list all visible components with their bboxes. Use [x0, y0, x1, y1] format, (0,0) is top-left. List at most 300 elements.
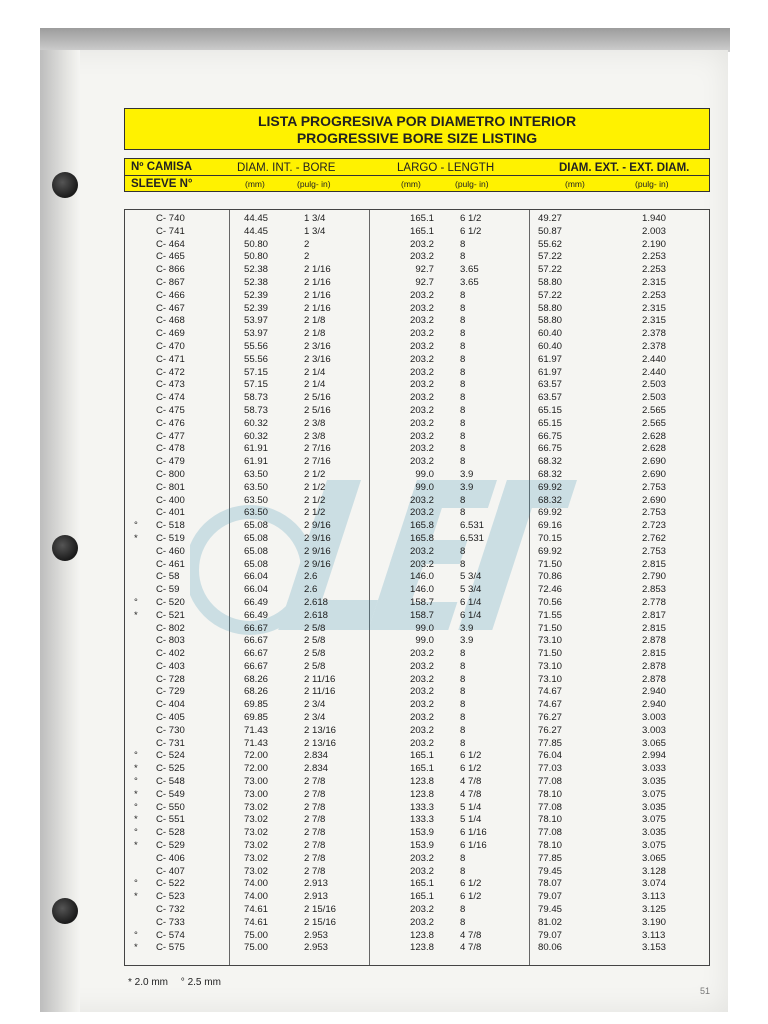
ext-diam-mm: 69.92 — [538, 481, 563, 493]
sleeve-number: C- 551 — [156, 814, 185, 826]
table-row — [124, 712, 710, 725]
table-row — [124, 495, 710, 508]
length-in: 4 7/8 — [460, 929, 482, 941]
bore-mm: 57.15 — [244, 366, 269, 378]
length-mm: 123.8 — [409, 776, 434, 788]
sleeve-number: C- 801 — [156, 481, 185, 493]
ext-diam-in: 2.190 — [642, 238, 667, 250]
ext-diam-in: 2.723 — [642, 520, 667, 532]
ext-diam-in: 2.378 — [642, 340, 667, 352]
length-in: 8 — [460, 712, 466, 724]
table-row — [124, 431, 710, 444]
length-mm: 165.1 — [409, 750, 434, 762]
ext-diam-mm: 49.27 — [538, 213, 563, 224]
length-mm: 203.2 — [409, 353, 434, 365]
table-row — [124, 213, 710, 226]
ext-diam-mm: 71.50 — [538, 558, 563, 570]
bore-mm: 58.73 — [244, 392, 269, 404]
ext-diam-in: 2.815 — [642, 622, 667, 634]
length-mm: 203.2 — [409, 404, 434, 416]
ext-diam-in: 2.940 — [642, 699, 667, 711]
ext-diam-mm: 68.32 — [538, 494, 563, 506]
bore-in: 2 7/8 — [304, 827, 326, 839]
ext-diam-in: 3.035 — [642, 827, 667, 839]
sleeve-number: C- 407 — [156, 865, 185, 877]
bore-in: 2 9/16 — [304, 520, 331, 532]
bore-mm: 66.67 — [244, 648, 269, 660]
sleeve-number: C- 518 — [156, 520, 185, 532]
ext-diam-in: 3.035 — [642, 801, 667, 813]
footnotes — [128, 977, 231, 988]
bore-in: 1 3/4 — [304, 225, 326, 237]
ext-diam-in: 3.065 — [642, 852, 667, 864]
length-in: 6 1/2 — [460, 891, 482, 903]
ext-diam-in: 2.753 — [642, 545, 667, 557]
length-in: 8 — [460, 737, 466, 749]
table-row — [124, 917, 710, 930]
sleeve-number: C- 867 — [156, 276, 185, 288]
sleeve-number: C- 548 — [156, 776, 185, 788]
bore-mm: 74.61 — [244, 916, 269, 928]
ext-diam-in: 2.253 — [642, 251, 667, 263]
ext-diam-in: 2.690 — [642, 494, 667, 506]
length-in: 5 1/4 — [460, 814, 482, 826]
bore-mm: 71.43 — [244, 737, 269, 749]
length-mm: 99.0 — [415, 468, 434, 480]
length-mm: 203.2 — [409, 456, 434, 468]
bore-mm: 65.08 — [244, 545, 269, 557]
bore-mm: 50.80 — [244, 251, 269, 263]
ext-diam-in: 2.253 — [642, 264, 667, 276]
bore-in: 2 5/8 — [304, 648, 326, 660]
sleeve-number: C- 731 — [156, 737, 185, 749]
table-row — [124, 674, 710, 687]
bore-in: 2 1/2 — [304, 481, 326, 493]
length-in: 8 — [460, 660, 466, 672]
ext-diam-in: 3.075 — [642, 840, 667, 852]
length-in: 3.9 — [460, 468, 474, 480]
ext-diam-in: 2.690 — [642, 468, 667, 480]
ext-diam-mm: 79.07 — [538, 891, 563, 903]
sleeve-number: C- 405 — [156, 712, 185, 724]
ext-diam-in: 3.003 — [642, 724, 667, 736]
ext-diam-in: 2.753 — [642, 481, 667, 493]
table-row — [124, 392, 710, 405]
table-row — [124, 520, 710, 533]
ext-diam-mm: 73.10 — [538, 673, 563, 685]
length-in: 8 — [460, 916, 466, 928]
table-row — [124, 610, 710, 623]
sleeve-number: C- 732 — [156, 904, 185, 916]
ext-diam-in: 2.565 — [642, 404, 667, 416]
length-mm: 165.1 — [409, 763, 434, 775]
bore-in: 2.913 — [304, 891, 329, 903]
sleeve-number: C- 461 — [156, 558, 185, 570]
ext-diam-mm: 69.92 — [538, 507, 563, 519]
bore-in: 2 — [304, 251, 310, 263]
ext-diam-mm: 55.62 — [538, 238, 563, 250]
header-divider — [125, 175, 709, 176]
bore-in: 2 5/8 — [304, 635, 326, 647]
ext-diam-in: 2.503 — [642, 379, 667, 391]
length-mm: 203.2 — [409, 737, 434, 749]
page-number: 51 — [700, 986, 711, 996]
ext-diam-in: 2.878 — [642, 660, 667, 672]
table-row — [124, 725, 710, 738]
bore-in: 2.618 — [304, 609, 329, 621]
header-bore: DIAM. INT. - BORE — [237, 162, 336, 174]
length-in: 8 — [460, 353, 466, 365]
table-row — [124, 930, 710, 943]
length-in: 6 1/2 — [460, 878, 482, 890]
length-mm: 203.2 — [409, 238, 434, 250]
sleeve-number: C- 476 — [156, 417, 185, 429]
ext-diam-mm: 70.86 — [538, 571, 563, 583]
table-row — [124, 840, 710, 853]
table-row — [124, 354, 710, 367]
bore-mm: 63.50 — [244, 481, 269, 493]
bore-in: 2.913 — [304, 878, 329, 890]
length-mm: 158.7 — [409, 596, 434, 608]
table-row — [124, 277, 710, 290]
bore-mm: 73.02 — [244, 801, 269, 813]
bore-in: 2 1/16 — [304, 264, 331, 276]
ext-diam-mm: 72.46 — [538, 584, 563, 596]
ext-diam-mm: 77.08 — [538, 776, 563, 788]
length-mm: 158.7 — [409, 609, 434, 621]
bore-in: 2 15/16 — [304, 916, 337, 928]
sleeve-number: C- 549 — [156, 788, 185, 800]
table-row — [124, 802, 710, 815]
length-in: 3.9 — [460, 481, 474, 493]
bore-mm: 68.26 — [244, 673, 269, 685]
sleeve-number: C- 472 — [156, 366, 185, 378]
ext-diam-mm: 74.67 — [538, 686, 563, 698]
length-mm: 99.0 — [415, 635, 434, 647]
ext-diam-in: 2.315 — [642, 315, 667, 327]
title-english: PROGRESSIVE BORE SIZE LISTING — [296, 130, 538, 146]
header-ext-in: (pulg- in) — [635, 179, 669, 189]
ext-diam-mm: 79.07 — [538, 929, 563, 941]
bore-mm: 72.00 — [244, 750, 269, 762]
length-mm: 146.0 — [409, 584, 434, 596]
ext-diam-mm: 69.92 — [538, 545, 563, 557]
length-in: 3.9 — [460, 622, 474, 634]
table-row — [124, 456, 710, 469]
bore-in: 2 1/16 — [304, 289, 331, 301]
table-row — [124, 482, 710, 495]
ext-diam-in: 2.690 — [642, 456, 667, 468]
ext-diam-in: 2.253 — [642, 289, 667, 301]
ext-diam-in: 2.315 — [642, 302, 667, 314]
sleeve-table-body — [124, 213, 710, 955]
ext-diam-in: 3.153 — [642, 942, 667, 954]
bore-mm: 53.97 — [244, 328, 269, 340]
ext-diam-in: 3.190 — [642, 916, 667, 928]
bore-mm: 61.91 — [244, 443, 269, 455]
length-in: 8 — [460, 456, 466, 468]
table-row — [124, 251, 710, 264]
table-row — [124, 290, 710, 303]
bore-in: 2 11/16 — [304, 686, 336, 698]
table-row — [124, 533, 710, 546]
length-mm: 203.2 — [409, 660, 434, 672]
length-mm: 203.2 — [409, 366, 434, 378]
length-mm: 165.8 — [409, 532, 434, 544]
table-row — [124, 405, 710, 418]
length-in: 4 7/8 — [460, 942, 482, 954]
length-mm: 203.2 — [409, 558, 434, 570]
ext-diam-in: 3.033 — [642, 763, 667, 775]
bore-mm: 73.02 — [244, 852, 269, 864]
table-row — [124, 341, 710, 354]
row-marker: * — [134, 891, 138, 903]
sleeve-number: C- 802 — [156, 622, 185, 634]
sleeve-number: C- 729 — [156, 686, 185, 698]
bore-mm: 73.02 — [244, 814, 269, 826]
table-row — [124, 648, 710, 661]
sleeve-number: C- 471 — [156, 353, 185, 365]
sleeve-number: C- 469 — [156, 328, 185, 340]
ext-diam-in: 2.315 — [642, 276, 667, 288]
sleeve-number: C- 803 — [156, 635, 185, 647]
sleeve-number: C- 741 — [156, 225, 185, 237]
ext-diam-in: 2.565 — [642, 417, 667, 429]
ext-diam-in: 2.440 — [642, 353, 667, 365]
bore-in: 2 15/16 — [304, 904, 337, 916]
bore-in: 2 5/8 — [304, 622, 326, 634]
bore-mm: 66.04 — [244, 571, 269, 583]
bore-in: 2 7/8 — [304, 865, 326, 877]
sleeve-number: C- 466 — [156, 289, 185, 301]
bore-in: 1 3/4 — [304, 213, 326, 224]
length-in: 6 1/16 — [460, 840, 487, 852]
bore-in: 2 9/16 — [304, 545, 331, 557]
row-marker: * — [134, 763, 138, 775]
bore-in: 2 3/8 — [304, 417, 326, 429]
ext-diam-in: 3.128 — [642, 865, 667, 877]
sleeve-number: C- 403 — [156, 660, 185, 672]
table-row — [124, 443, 710, 456]
sleeve-number: C- 401 — [156, 507, 185, 519]
length-in: 8 — [460, 904, 466, 916]
length-in: 8 — [460, 494, 466, 506]
ext-diam-in: 2.628 — [642, 430, 667, 442]
row-marker: ° — [134, 776, 138, 788]
bore-mm: 52.39 — [244, 289, 269, 301]
table-row — [124, 776, 710, 789]
length-in: 8 — [460, 417, 466, 429]
bore-mm: 66.04 — [244, 584, 269, 596]
bore-in: 2 1/16 — [304, 276, 331, 288]
sleeve-number: C- 470 — [156, 340, 185, 352]
bore-in: 2 1/2 — [304, 507, 326, 519]
length-in: 8 — [460, 289, 466, 301]
ext-diam-mm: 74.67 — [538, 699, 563, 711]
length-in: 8 — [460, 558, 466, 570]
bore-mm: 72.00 — [244, 763, 269, 775]
ext-diam-in: 3.003 — [642, 712, 667, 724]
ext-diam-mm: 79.45 — [538, 865, 563, 877]
length-in: 3.65 — [460, 276, 479, 288]
length-in: 8 — [460, 545, 466, 557]
sleeve-number: C- 730 — [156, 724, 185, 736]
length-mm: 165.1 — [409, 213, 434, 224]
bore-mm: 73.02 — [244, 865, 269, 877]
table-row — [124, 239, 710, 252]
sleeve-number: C- 520 — [156, 596, 185, 608]
ext-diam-in: 3.035 — [642, 776, 667, 788]
length-in: 8 — [460, 392, 466, 404]
sleeve-number: C- 406 — [156, 852, 185, 864]
bore-in: 2 3/16 — [304, 340, 331, 352]
length-mm: 99.0 — [415, 622, 434, 634]
sleeve-number: C- 467 — [156, 302, 185, 314]
length-in: 8 — [460, 404, 466, 416]
ext-diam-in: 3.075 — [642, 788, 667, 800]
row-marker: ° — [134, 520, 138, 532]
length-mm: 203.2 — [409, 289, 434, 301]
bore-in: 2 1/8 — [304, 328, 326, 340]
length-in: 8 — [460, 238, 466, 250]
ext-diam-mm: 76.27 — [538, 724, 563, 736]
ext-diam-mm: 79.45 — [538, 904, 563, 916]
ext-diam-mm: 60.40 — [538, 340, 563, 352]
length-in: 3.65 — [460, 264, 479, 276]
ext-diam-in: 3.065 — [642, 737, 667, 749]
bore-mm: 60.32 — [244, 417, 269, 429]
bore-in: 2.953 — [304, 942, 329, 954]
row-marker: ° — [134, 878, 138, 890]
header-ext-mm: (mm) — [565, 179, 585, 189]
ext-diam-in: 3.125 — [642, 904, 667, 916]
bore-mm: 63.50 — [244, 494, 269, 506]
ext-diam-mm: 78.07 — [538, 878, 563, 890]
bore-mm: 69.85 — [244, 699, 269, 711]
length-in: 8 — [460, 251, 466, 263]
bore-mm: 74.00 — [244, 878, 269, 890]
bore-in: 2 1/2 — [304, 468, 326, 480]
sleeve-number: C- 400 — [156, 494, 185, 506]
ext-diam-in: 3.074 — [642, 878, 667, 890]
sleeve-number: C- 59 — [156, 584, 180, 596]
ext-diam-in: 2.762 — [642, 532, 667, 544]
table-row — [124, 878, 710, 891]
scan-background — [40, 28, 730, 52]
table-row — [124, 469, 710, 482]
bore-in: 2.6 — [304, 571, 318, 583]
bore-mm: 66.67 — [244, 635, 269, 647]
ext-diam-mm: 60.40 — [538, 328, 563, 340]
length-in: 5 3/4 — [460, 584, 482, 596]
row-marker: * — [134, 788, 138, 800]
length-in: 8 — [460, 673, 466, 685]
sleeve-number: C- 522 — [156, 878, 185, 890]
table-row — [124, 904, 710, 917]
length-mm: 203.2 — [409, 302, 434, 314]
row-marker: ° — [134, 801, 138, 813]
length-in: 8 — [460, 865, 466, 877]
length-in: 6 1/2 — [460, 213, 482, 224]
length-in: 8 — [460, 443, 466, 455]
bore-in: 2 5/16 — [304, 392, 331, 404]
table-row — [124, 328, 710, 341]
ext-diam-mm: 71.50 — [538, 622, 563, 634]
ext-diam-mm: 57.22 — [538, 264, 563, 276]
length-mm: 203.2 — [409, 392, 434, 404]
table-row — [124, 315, 710, 328]
length-in: 8 — [460, 302, 466, 314]
sleeve-number: C- 477 — [156, 430, 185, 442]
row-marker: * — [134, 814, 138, 826]
row-marker: * — [134, 532, 138, 544]
sleeve-number: C- 524 — [156, 750, 185, 762]
ext-diam-in: 2.378 — [642, 328, 667, 340]
bore-mm: 73.00 — [244, 788, 269, 800]
bore-in: 2 13/16 — [304, 737, 337, 749]
bore-mm: 73.02 — [244, 840, 269, 852]
bore-in: 2 1/4 — [304, 366, 326, 378]
length-in: 6 1/4 — [460, 609, 482, 621]
bore-in: 2 7/16 — [304, 456, 331, 468]
length-in: 8 — [460, 379, 466, 391]
binder-hole-icon — [52, 172, 78, 198]
ext-diam-mm: 81.02 — [538, 916, 563, 928]
bore-mm: 65.08 — [244, 520, 269, 532]
table-row — [124, 661, 710, 674]
ext-diam-mm: 69.16 — [538, 520, 563, 532]
header-sleeve-en: SLEEVE N° — [131, 178, 193, 190]
bore-mm: 53.97 — [244, 315, 269, 327]
row-marker: * — [134, 942, 138, 954]
header-length: LARGO - LENGTH — [397, 162, 495, 174]
length-mm: 133.3 — [409, 801, 434, 813]
bore-mm: 44.45 — [244, 213, 269, 224]
sleeve-number: C- 404 — [156, 699, 185, 711]
length-in: 6.531 — [460, 520, 485, 532]
table-row — [124, 891, 710, 904]
length-mm: 203.2 — [409, 686, 434, 698]
sleeve-number: C- 478 — [156, 443, 185, 455]
table-row — [124, 571, 710, 584]
bore-in: 2 9/16 — [304, 558, 331, 570]
length-mm: 203.2 — [409, 443, 434, 455]
bore-mm: 75.00 — [244, 942, 269, 954]
ext-diam-in: 2.790 — [642, 571, 667, 583]
ext-diam-mm: 77.85 — [538, 737, 563, 749]
length-in: 8 — [460, 507, 466, 519]
length-in: 8 — [460, 366, 466, 378]
ext-diam-mm: 71.50 — [538, 648, 563, 660]
ext-diam-mm: 70.15 — [538, 532, 563, 544]
length-mm: 99.0 — [415, 481, 434, 493]
footnote-item: ° 2.5 mm — [180, 977, 221, 988]
sleeve-number: C- 574 — [156, 929, 185, 941]
ext-diam-in: 2.003 — [642, 225, 667, 237]
row-marker: ° — [134, 750, 138, 762]
table-row — [124, 853, 710, 866]
ext-diam-in: 2.994 — [642, 750, 667, 762]
sleeve-number: C- 575 — [156, 942, 185, 954]
ext-diam-mm: 71.55 — [538, 609, 563, 621]
bore-in: 2 7/8 — [304, 788, 326, 800]
length-in: 6 1/4 — [460, 596, 482, 608]
length-mm: 203.2 — [409, 852, 434, 864]
bore-mm: 44.45 — [244, 225, 269, 237]
table-row — [124, 750, 710, 763]
length-mm: 203.2 — [409, 648, 434, 660]
bore-in: 2 7/8 — [304, 776, 326, 788]
